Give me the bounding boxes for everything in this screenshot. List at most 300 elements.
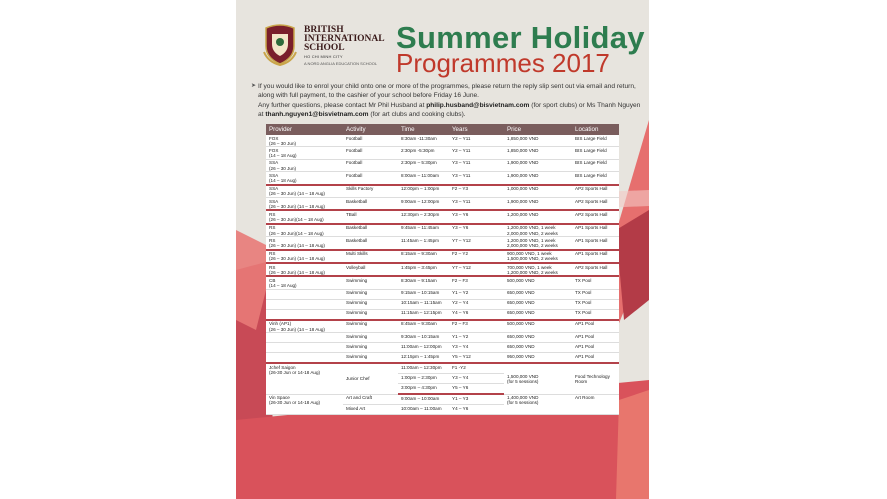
years-cell bbox=[449, 333, 504, 343]
time-cell-text: 12:15pm – 1:45pm bbox=[401, 353, 440, 359]
provider-cell-text: Vin Space bbox=[269, 395, 290, 401]
activity-cell-text: Mixed Art bbox=[346, 405, 366, 411]
years-cell-text: Y5 – Y12 bbox=[452, 353, 471, 359]
activity-cell bbox=[343, 159, 398, 171]
provider-cell bbox=[266, 276, 343, 289]
school-tagline: A NORD ANGLIA EDUCATION SCHOOL bbox=[304, 61, 378, 66]
price-cell bbox=[504, 363, 572, 394]
time-cell-text: 8:00am – 11:00am bbox=[401, 172, 439, 178]
arrow-bullet-icon: ➤ bbox=[251, 83, 257, 89]
provider-cell-text: (26 – 30 Jun) (14 – 18 Aug) bbox=[269, 242, 325, 248]
email-link-sport[interactable]: philip.husband@bisvietnam.com bbox=[426, 101, 530, 109]
activity-cell bbox=[343, 172, 398, 185]
time-cell bbox=[398, 309, 449, 320]
header bbox=[236, 0, 649, 80]
activity-cell-text: Basketball bbox=[346, 198, 368, 204]
provider-cell bbox=[266, 147, 343, 159]
intro-paragraph-2 bbox=[258, 101, 643, 120]
time-cell-text: 8:30am -11:30am bbox=[401, 135, 437, 141]
table-row bbox=[266, 353, 619, 364]
price-cell-text: 650,000 VND bbox=[507, 300, 535, 306]
provider-cell-text: SSA bbox=[269, 172, 279, 178]
table-row bbox=[266, 135, 619, 147]
activity-cell-text: Football bbox=[346, 172, 363, 178]
provider-cell-text: FOX bbox=[269, 135, 279, 141]
price-cell bbox=[504, 172, 572, 185]
time-cell-text: 11:00am – 12:30pm bbox=[401, 364, 442, 370]
location-cell bbox=[572, 353, 619, 364]
time-cell bbox=[398, 353, 449, 364]
time-cell bbox=[398, 210, 449, 223]
school-city: HO CHI MINH CITY bbox=[304, 54, 343, 59]
price-cell-text: 500,000 VND bbox=[507, 321, 535, 327]
years-cell bbox=[449, 363, 504, 374]
provider-cell-text: (26-30 Jun or 14-18 Aug) bbox=[269, 369, 321, 375]
location-cell-text: Art Room bbox=[575, 395, 595, 401]
provider-cell bbox=[266, 135, 343, 147]
location-cell bbox=[572, 333, 619, 343]
time-cell-text: 8:45am – 9:30am bbox=[401, 321, 437, 327]
price-cell-text: 1,900,000 VND bbox=[507, 172, 539, 178]
provider-cell bbox=[266, 250, 343, 263]
column-header: Location bbox=[572, 124, 619, 135]
provider-cell-text: RS bbox=[269, 237, 276, 243]
school-crest-icon bbox=[262, 22, 298, 66]
price-cell bbox=[504, 210, 572, 223]
location-cell-text: BIS Large Field bbox=[575, 147, 607, 153]
activity-cell-text: Basketball bbox=[346, 237, 368, 243]
years-cell bbox=[449, 309, 504, 320]
years-cell bbox=[449, 276, 504, 289]
price-cell-text: (for 5 sessions) bbox=[507, 400, 539, 406]
location-cell-text: TX Pool bbox=[575, 290, 592, 296]
location-cell bbox=[572, 224, 619, 237]
activity-cell-text: Football bbox=[346, 147, 363, 153]
title-line-2: Programmes 2017 bbox=[396, 48, 610, 78]
years-cell bbox=[449, 374, 504, 384]
activity-cell bbox=[343, 147, 398, 159]
years-cell bbox=[449, 343, 504, 353]
time-cell-text: 9:45am – 11:45am bbox=[401, 225, 439, 231]
provider-cell bbox=[266, 309, 343, 320]
school-name bbox=[304, 26, 385, 53]
price-cell-text: 1,850,000 VND bbox=[507, 135, 539, 141]
years-cell bbox=[449, 135, 504, 147]
price-cell bbox=[504, 299, 572, 309]
activity-cell bbox=[343, 185, 398, 198]
provider-cell-text: SSA bbox=[269, 160, 279, 166]
school-name-line: INTERNATIONAL bbox=[304, 34, 385, 44]
table-row bbox=[266, 210, 619, 223]
provider-cell-text: (14 – 18 Aug) bbox=[269, 283, 297, 289]
table-row bbox=[266, 276, 619, 289]
provider-cell bbox=[266, 185, 343, 198]
provider-cell bbox=[266, 198, 343, 211]
table-row bbox=[266, 394, 619, 405]
table-row bbox=[266, 172, 619, 185]
time-cell bbox=[398, 172, 449, 185]
location-cell bbox=[572, 363, 619, 394]
price-cell bbox=[504, 224, 572, 237]
provider-cell-text: (14 – 18 Aug) bbox=[269, 177, 297, 183]
table-row bbox=[266, 185, 619, 198]
time-cell bbox=[398, 405, 449, 415]
time-cell-text: 9:00am – 10:00am bbox=[401, 395, 440, 401]
time-cell bbox=[398, 394, 449, 405]
years-cell-text: F2 – F3 bbox=[452, 277, 468, 283]
provider-cell-text: RS bbox=[269, 251, 276, 257]
provider-cell bbox=[266, 363, 343, 394]
years-cell bbox=[449, 405, 504, 415]
provider-cell-text: RS bbox=[269, 264, 276, 270]
location-cell-text: AP1 Sports Hall bbox=[575, 225, 608, 231]
activity-cell bbox=[343, 405, 398, 415]
price-cell bbox=[504, 159, 572, 171]
years-cell-text: Y4 – Y6 bbox=[452, 405, 469, 411]
price-cell-text: 1,000,000 VND bbox=[507, 186, 539, 192]
activity-cell bbox=[343, 363, 398, 394]
years-cell-text: Y4 – Y6 bbox=[452, 310, 469, 316]
years-cell-text: F2 – Y3 bbox=[452, 186, 469, 192]
price-cell-text: 1,900,000 VND bbox=[507, 160, 539, 166]
location-cell-text: AP2 Sports Hall bbox=[575, 186, 608, 192]
time-cell-text: 2:30pm – 5:30pm bbox=[401, 160, 437, 166]
provider-cell-text: SSA bbox=[269, 198, 279, 204]
years-cell bbox=[449, 237, 504, 250]
price-cell bbox=[504, 250, 572, 263]
years-cell bbox=[449, 159, 504, 171]
activity-cell bbox=[343, 198, 398, 211]
price-cell-text: (for 5 sessions) bbox=[507, 379, 539, 385]
time-cell bbox=[398, 198, 449, 211]
school-name-line: BRITISH bbox=[304, 25, 344, 35]
activity-cell-text: Art and Craft bbox=[346, 395, 373, 401]
activity-cell bbox=[343, 353, 398, 364]
price-cell-text: 650,000 VND bbox=[507, 333, 535, 339]
time-cell-text: 9:15am – 10:15am bbox=[401, 290, 440, 296]
price-cell-text: 1,200,000 VND bbox=[507, 211, 539, 217]
time-cell-text: 9:30am – 10:15am bbox=[401, 333, 440, 339]
price-cell bbox=[504, 185, 572, 198]
time-cell bbox=[398, 135, 449, 147]
years-cell-text: Y1 – Y2 bbox=[452, 290, 469, 296]
price-cell bbox=[504, 394, 572, 415]
title-line-1: Summer Holiday bbox=[396, 20, 645, 55]
pink-shape-lower-right bbox=[616, 390, 649, 499]
time-cell-text: 10:15am – 11:15am bbox=[401, 300, 442, 306]
activity-cell bbox=[343, 135, 398, 147]
time-cell bbox=[398, 276, 449, 289]
price-cell bbox=[504, 289, 572, 299]
location-cell-text: BIS Large Field bbox=[575, 135, 607, 141]
provider-cell-text: (26 – 30 Jun) (14 – 18 Aug) bbox=[269, 269, 325, 275]
provider-cell-text: RS bbox=[269, 211, 276, 217]
table-row bbox=[266, 299, 619, 309]
activity-cell bbox=[343, 299, 398, 309]
location-cell bbox=[572, 135, 619, 147]
price-cell-text: 500,000 VND bbox=[507, 277, 535, 283]
location-cell bbox=[572, 309, 619, 320]
provider-cell-text: (26 – 30 Jun) bbox=[269, 165, 297, 171]
location-cell bbox=[572, 394, 619, 415]
years-cell-text: Y1 – Y2 bbox=[452, 333, 469, 339]
location-cell bbox=[572, 299, 619, 309]
provider-cell-text: (26 – 30 Jun) bbox=[269, 140, 297, 146]
location-cell bbox=[572, 289, 619, 299]
activity-cell-text: Junior Chef bbox=[346, 376, 370, 382]
location-cell bbox=[572, 250, 619, 263]
years-cell bbox=[449, 198, 504, 211]
price-cell-text: 950,000 VND bbox=[507, 353, 535, 359]
provider-cell-text: SSA bbox=[269, 186, 279, 192]
price-cell bbox=[504, 263, 572, 276]
location-cell-text: BIS Large Field bbox=[575, 160, 607, 166]
school-name-line: SCHOOL bbox=[304, 43, 345, 53]
location-cell-text: AP1 Pool bbox=[575, 343, 595, 349]
location-cell bbox=[572, 172, 619, 185]
table-row bbox=[266, 198, 619, 211]
years-cell bbox=[449, 210, 504, 223]
time-cell-text: 1:00pm – 2:30pm bbox=[401, 374, 437, 380]
years-cell-text: F2 – F3 bbox=[452, 321, 468, 327]
time-cell-text: 11:00am – 12:00pm bbox=[401, 343, 442, 349]
intro-text-part: Any further questions, please contact Mr Phil Husband at bbox=[258, 101, 425, 109]
time-cell bbox=[398, 185, 449, 198]
time-cell bbox=[398, 147, 449, 159]
table-row bbox=[266, 309, 619, 320]
activity-cell-text: TBall bbox=[346, 211, 357, 217]
location-cell bbox=[572, 210, 619, 223]
intro-text bbox=[251, 82, 643, 120]
years-cell-text: Y3 – Y11 bbox=[452, 172, 471, 178]
location-cell-text: Food Technology bbox=[575, 373, 610, 379]
location-cell bbox=[572, 159, 619, 171]
location-cell-text: AP1 Sports Hall bbox=[575, 251, 608, 257]
activity-cell-text: Volleyball bbox=[346, 264, 366, 270]
location-cell bbox=[572, 198, 619, 211]
activity-cell-text: Swimming bbox=[346, 321, 368, 327]
time-cell bbox=[398, 263, 449, 276]
table-row bbox=[266, 320, 619, 333]
price-cell-text: 1,900,000 VND bbox=[507, 198, 539, 204]
price-cell-text: 1,500,000 VND bbox=[507, 373, 539, 379]
time-cell-text: 3:00pm – 4:30pm bbox=[401, 384, 437, 390]
price-cell-text: 650,000 VND bbox=[507, 290, 535, 296]
location-cell bbox=[572, 237, 619, 250]
provider-cell-text: CB bbox=[269, 277, 276, 283]
location-cell-text: Room bbox=[575, 379, 588, 385]
column-header: Time bbox=[398, 124, 449, 135]
time-cell-text: 8:15am – 9:30am bbox=[401, 251, 437, 257]
years-cell bbox=[449, 185, 504, 198]
price-cell-text: 700,000 VND, 1 week bbox=[507, 264, 552, 270]
time-cell-text: 8:30am – 9:15am bbox=[401, 277, 437, 283]
time-cell-text: 11:15am – 12:15pm bbox=[401, 310, 442, 316]
provider-cell-text: FOX bbox=[269, 147, 279, 153]
provider-cell bbox=[266, 394, 343, 415]
provider-cell-text: (26 – 30 Jun) (14 – 18 Aug) bbox=[269, 203, 325, 209]
time-cell bbox=[398, 224, 449, 237]
activity-cell-text: Skills Factory bbox=[346, 186, 374, 192]
column-header: Years bbox=[449, 124, 504, 135]
provider-cell-text: (26 – 30 Jun)(14 – 18 Aug) bbox=[269, 217, 324, 223]
activity-cell-text: Swimming bbox=[346, 333, 368, 339]
provider-cell bbox=[266, 289, 343, 299]
location-cell bbox=[572, 147, 619, 159]
years-cell-text: Y3 – Y6 bbox=[452, 211, 469, 217]
activity-cell-text: Swimming bbox=[346, 310, 368, 316]
location-cell bbox=[572, 320, 619, 333]
years-cell-text: Y7 – Y12 bbox=[452, 237, 471, 243]
time-cell bbox=[398, 237, 449, 250]
years-cell-text: Y5 – Y6 bbox=[452, 384, 469, 390]
time-cell-text: 9:00am – 12:00pm bbox=[401, 198, 440, 204]
years-cell bbox=[449, 172, 504, 185]
time-cell bbox=[398, 374, 449, 384]
activity-cell bbox=[343, 343, 398, 353]
intro-text-part: (for art clubs and cooking clubs). bbox=[370, 111, 466, 119]
time-cell bbox=[398, 363, 449, 374]
table-row bbox=[266, 289, 619, 299]
time-cell bbox=[398, 343, 449, 353]
time-cell-text: 12:30pm – 2:30pm bbox=[401, 211, 440, 217]
provider-cell-text: Vinh (AP1) bbox=[269, 321, 292, 327]
poster bbox=[236, 0, 649, 499]
location-cell-text: AP2 Sports Hall bbox=[575, 264, 608, 270]
provider-cell bbox=[266, 353, 343, 364]
activity-cell-text: Swimming bbox=[346, 300, 368, 306]
provider-cell-text: (26-30 Jun or 14-18 Aug) bbox=[269, 400, 321, 406]
provider-cell bbox=[266, 299, 343, 309]
table-row bbox=[266, 250, 619, 263]
activity-cell bbox=[343, 309, 398, 320]
location-cell bbox=[572, 263, 619, 276]
activity-cell-text: Basketball bbox=[346, 225, 368, 231]
price-cell bbox=[504, 135, 572, 147]
location-cell-text: TX Pool bbox=[575, 277, 592, 283]
activity-cell bbox=[343, 210, 398, 223]
years-cell bbox=[449, 299, 504, 309]
time-cell bbox=[398, 289, 449, 299]
years-cell-text: Y3 – Y6 bbox=[452, 225, 469, 231]
price-cell-text: 1,200,000 VND, 1 week bbox=[507, 225, 556, 231]
time-cell bbox=[398, 250, 449, 263]
activity-cell-text: Multi Skills bbox=[346, 251, 368, 257]
time-cell bbox=[398, 159, 449, 171]
price-cell-text: 650,000 VND bbox=[507, 310, 535, 316]
intro-paragraph-1: If you would like to enrol your child onto one or more of the programmes, please return the reply slip sent out via email and return, along with full payment, to the cashier of your school before Friday 16 June. bbox=[258, 83, 636, 100]
table-row bbox=[266, 333, 619, 343]
years-cell bbox=[449, 250, 504, 263]
price-cell-text: 1,200,000 VND, 2 weeks bbox=[507, 269, 558, 275]
price-cell-text: 1,500,000 VND, 2 weeks bbox=[507, 256, 558, 262]
location-cell-text: AP2 Sports Hall bbox=[575, 211, 608, 217]
column-header: Activity bbox=[343, 124, 398, 135]
location-cell-text: AP1 Pool bbox=[575, 333, 595, 339]
activity-cell bbox=[343, 237, 398, 250]
years-cell-text: Y3 – Y11 bbox=[452, 160, 471, 166]
activity-cell-text: Swimming bbox=[346, 353, 368, 359]
location-cell bbox=[572, 343, 619, 353]
years-cell bbox=[449, 224, 504, 237]
price-cell bbox=[504, 320, 572, 333]
activity-cell-text: Swimming bbox=[346, 343, 368, 349]
years-cell bbox=[449, 394, 504, 405]
years-cell-text: Y2 – Y4 bbox=[452, 300, 469, 306]
provider-cell-text: (26 – 30 Jun) (14 – 18 Aug) bbox=[269, 256, 325, 262]
years-cell bbox=[449, 147, 504, 159]
provider-cell bbox=[266, 237, 343, 250]
price-cell bbox=[504, 333, 572, 343]
column-header: Provider bbox=[266, 124, 343, 135]
time-cell-text: 2:30pm -5:30pm bbox=[401, 147, 435, 153]
activity-cell bbox=[343, 289, 398, 299]
location-cell-text: TX Pool bbox=[575, 310, 592, 316]
years-cell bbox=[449, 384, 504, 395]
activity-cell bbox=[343, 320, 398, 333]
location-cell-text: AP1 Pool bbox=[575, 321, 595, 327]
table-row bbox=[266, 147, 619, 159]
column-header: Price bbox=[504, 124, 572, 135]
activity-cell bbox=[343, 250, 398, 263]
activity-cell-text: Football bbox=[346, 135, 363, 141]
years-cell-text: Y7 – Y12 bbox=[452, 264, 471, 270]
provider-cell-text: (26 – 30 Jun) (14 – 18 Aug) bbox=[269, 326, 325, 332]
price-cell-text: 1,850,000 VND bbox=[507, 147, 539, 153]
provider-cell bbox=[266, 210, 343, 223]
years-cell-text: Y3 – Y4 bbox=[452, 343, 469, 349]
provider-cell bbox=[266, 224, 343, 237]
price-cell bbox=[504, 343, 572, 353]
time-cell-text: 10:00am – 11:00am bbox=[401, 405, 442, 411]
location-cell bbox=[572, 276, 619, 289]
years-cell-text: Y3 – Y11 bbox=[452, 198, 471, 204]
years-cell bbox=[449, 320, 504, 333]
provider-cell bbox=[266, 263, 343, 276]
table-row bbox=[266, 237, 619, 250]
provider-cell bbox=[266, 343, 343, 353]
provider-cell-text: (14 – 18 Aug) bbox=[269, 153, 297, 159]
activity-cell bbox=[343, 263, 398, 276]
provider-cell-text: Jchef Saigon bbox=[269, 364, 296, 370]
email-link-art[interactable]: thanh.nguyen1@bisvietnam.com bbox=[265, 111, 369, 119]
price-cell bbox=[504, 309, 572, 320]
table-row bbox=[266, 263, 619, 276]
time-cell bbox=[398, 384, 449, 395]
activity-cell bbox=[343, 224, 398, 237]
time-cell-text: 12:00pm – 1:00pm bbox=[401, 186, 440, 192]
years-cell-text: F2 – Y2 bbox=[452, 251, 469, 257]
price-cell-text: 900,000 VND, 1 week bbox=[507, 251, 552, 257]
table-row bbox=[266, 363, 619, 374]
location-cell-text: AP1 Pool bbox=[575, 353, 595, 359]
location-cell-text: BIS Large Field bbox=[575, 172, 607, 178]
table-header-row bbox=[266, 124, 619, 135]
provider-cell bbox=[266, 333, 343, 343]
location-cell-text: AP1 Sports Hall bbox=[575, 237, 608, 243]
years-cell-text: F1 -Y2 bbox=[452, 364, 466, 370]
provider-cell-text: (26 – 30 Jun)(14 – 18 Aug) bbox=[269, 230, 324, 236]
price-cell bbox=[504, 198, 572, 211]
years-cell-text: Y2 – Y11 bbox=[452, 135, 471, 141]
intro-text-part: (for sport clubs) or Ms Thanh Nguyen at bbox=[258, 101, 641, 119]
location-cell bbox=[572, 185, 619, 198]
table-body bbox=[266, 135, 619, 415]
years-cell bbox=[449, 353, 504, 364]
activity-cell bbox=[343, 276, 398, 289]
time-cell bbox=[398, 299, 449, 309]
activity-cell bbox=[343, 333, 398, 343]
